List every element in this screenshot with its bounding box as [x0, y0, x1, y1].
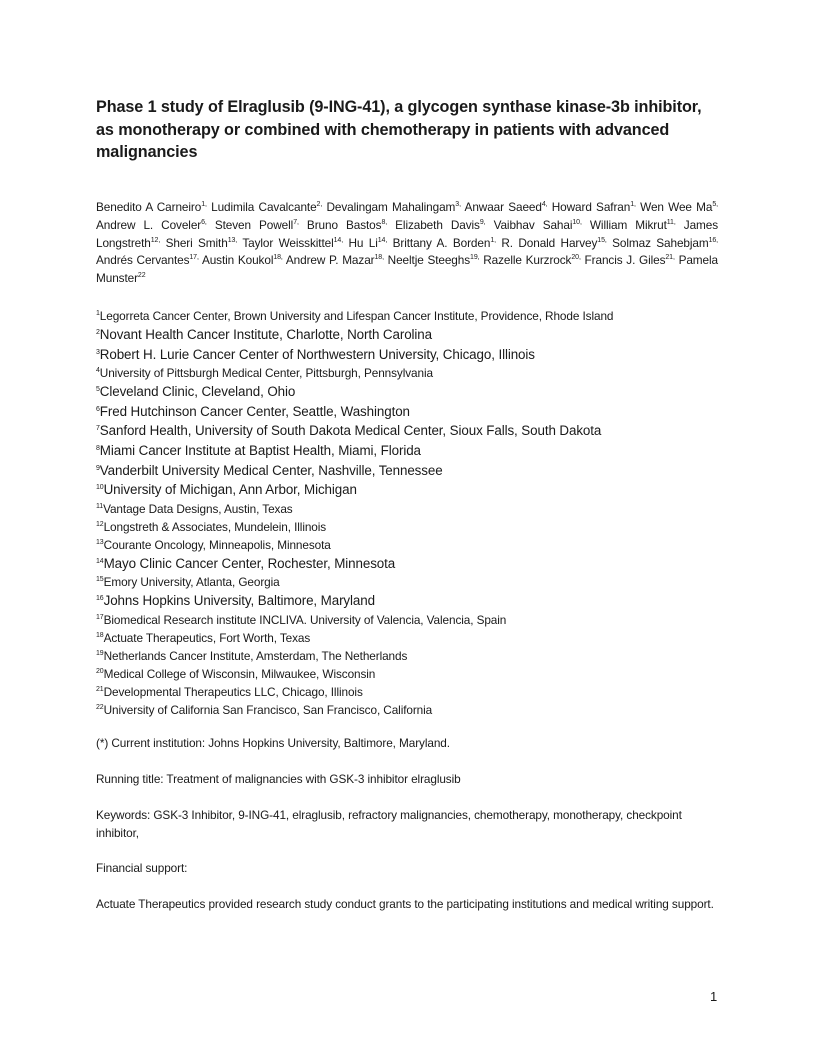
- author-affiliation-marker: 13,: [227, 236, 238, 244]
- affiliation-number: 10: [96, 484, 104, 492]
- author: [307, 218, 387, 232]
- affiliation-number: 21: [96, 685, 104, 693]
- author-affiliation-marker: 10,: [572, 218, 582, 226]
- affiliation-item: [96, 364, 720, 382]
- affiliation-item: [96, 591, 720, 611]
- author: [96, 200, 207, 214]
- author-name: Andrés Cervantes: [96, 253, 190, 268]
- affiliation-text: Sanford Health, University of South Dakota Medical Center, Sioux Falls, South Dakota: [99, 423, 602, 439]
- affiliation-item: [96, 461, 720, 481]
- affiliation-text: University of Pittsburgh Medical Center, Pittsburgh, Pennsylvania: [99, 366, 433, 381]
- affiliation-text: Robert H. Lurie Cancer Center of Northwestern University, Chicago, Illinois: [99, 346, 535, 362]
- financial-support-text: Actuate Therapeutics provided research study conduct grants to the participating institutions and medical writing support.: [96, 897, 714, 911]
- affiliation-number: 17: [96, 613, 104, 621]
- author-name: Taylor Weisskittel: [242, 235, 334, 250]
- affiliation-number: 18: [96, 631, 104, 639]
- author: [215, 218, 299, 232]
- author-affiliation-marker: 20,: [571, 254, 581, 262]
- affiliation-item: [96, 325, 720, 345]
- author: [494, 218, 582, 232]
- author-name: Hu Li: [348, 235, 378, 250]
- affiliation-item: [96, 480, 720, 500]
- affiliation-text: Cleveland Clinic, Cleveland, Ohio: [99, 384, 296, 400]
- affiliation-text: Legorreta Cancer Center, Brown University and Lifespan Cancer Institute, Providence, Rhode Island: [99, 309, 614, 323]
- author: [501, 236, 606, 250]
- author-affiliation-marker: 4,: [541, 201, 548, 208]
- author-name: Andrew L. Coveler: [96, 217, 202, 232]
- affiliation-number: 19: [96, 649, 104, 657]
- affiliation-text: Mayo Clinic Cancer Center, Rochester, Minnesota: [103, 555, 396, 571]
- author-name: Francis J. Giles: [584, 253, 666, 268]
- affiliation-text: Fred Hutchinson Cancer Center, Seattle, Washington: [99, 403, 410, 419]
- author-affiliation-marker: 1,: [630, 201, 636, 208]
- affiliation-item: [96, 683, 720, 701]
- affiliation-text: Vanderbilt University Medical Center, Nashville, Tennessee: [99, 462, 443, 478]
- author-name: Bruno Bastos: [306, 217, 382, 232]
- author-name: Razelle Kurzrock: [483, 253, 572, 268]
- author: [348, 236, 387, 250]
- author: [326, 200, 460, 214]
- affiliation-text: Emory University, Atlanta, Georgia: [103, 575, 280, 590]
- running-title: Running title: Treatment of malignancies with GSK-3 inhibitor elraglusib: [96, 772, 461, 786]
- affiliation-text: Miami Cancer Institute at Baptist Health, Miami, Florida: [99, 442, 421, 458]
- affiliation-number: 9: [96, 464, 100, 472]
- author: [202, 253, 283, 267]
- affiliation-text: University of California San Francisco, San Francisco, California: [103, 702, 433, 717]
- author: [242, 236, 343, 250]
- financial-support-heading: Financial support:: [96, 861, 188, 875]
- current-institution-note: (*) Current institution: Johns Hopkins University, Baltimore, Maryland.: [96, 736, 450, 750]
- affiliation-item: [96, 573, 720, 591]
- affiliation-item: [96, 518, 720, 536]
- author-name: Ludimila Cavalcante: [211, 200, 317, 214]
- author: [585, 253, 675, 267]
- affiliation-number: 15: [96, 576, 104, 584]
- affiliation-item: [96, 402, 720, 422]
- affiliation-number: 13: [96, 538, 104, 546]
- author-name: Pamela Munster: [96, 253, 718, 286]
- author: [395, 218, 485, 232]
- author-affiliation-marker: 17,: [189, 254, 199, 262]
- affiliation-text: Netherlands Cancer Institute, Amsterdam, The Netherlands: [103, 648, 408, 663]
- affiliation-text: Johns Hopkins University, Baltimore, Maryland: [103, 593, 375, 609]
- affiliation-number: 16: [96, 595, 104, 603]
- author-name: Sheri Smith: [165, 235, 228, 250]
- author-name: Solmaz Sahebjam: [612, 235, 709, 250]
- author-affiliation-marker: 14,: [333, 236, 344, 244]
- affiliation-item: [96, 554, 720, 574]
- author-name: Elizabeth Davis: [395, 217, 480, 232]
- author-affiliation-marker: 1,: [490, 236, 496, 244]
- author: [96, 253, 199, 267]
- paper-title: Phase 1 study of Elraglusib (9-ING-41), a glycogen synthase kinase-3b inhibitor, as monotherapy or combined with chemotherapy in patients with advanced malignancies: [96, 98, 702, 161]
- page-number: 1: [710, 989, 718, 1004]
- affiliation-text: Longstreth & Associates, Mundelein, Illinois: [103, 519, 327, 534]
- author-name: Devalingam Mahalingam: [326, 200, 456, 214]
- author-affiliation-marker: 1,: [201, 201, 207, 208]
- affiliation-item: [96, 382, 720, 402]
- author-name: Wen Wee Ma: [640, 200, 713, 214]
- affiliation-number: 22: [96, 703, 104, 711]
- author-name: Howard Safran: [551, 200, 631, 214]
- author-affiliation-marker: 5,: [712, 201, 718, 208]
- affiliation-number: 8: [96, 444, 100, 452]
- author: [286, 253, 384, 267]
- affiliation-list: [96, 307, 720, 719]
- affiliation-text: Vantage Data Designs, Austin, Texas: [103, 501, 293, 516]
- affiliation-number: 7: [96, 425, 100, 433]
- affiliation-text: Courante Oncology, Minneapolis, Minnesota: [103, 537, 331, 552]
- affiliation-item: [96, 665, 720, 683]
- author-name: James Longstreth: [96, 217, 719, 250]
- author-name: Anwaar Saeed: [464, 200, 542, 214]
- author-name: R. Donald Harvey: [501, 235, 598, 250]
- author-affiliation-marker: 6,: [201, 218, 207, 226]
- affiliation-number: 11: [96, 502, 104, 510]
- author-list: [96, 199, 718, 288]
- author-affiliation-marker: 7,: [293, 218, 299, 226]
- author-name: Andrew P. Mazar: [285, 253, 375, 268]
- author-affiliation-marker: 16,: [708, 236, 719, 244]
- author: [393, 236, 496, 250]
- author-name: Steven Powell: [214, 217, 294, 232]
- affiliation-number: 6: [96, 405, 100, 413]
- author-affiliation-marker: 8,: [381, 218, 388, 226]
- author: [640, 200, 718, 214]
- author-name: Brittany A. Borden: [392, 235, 491, 250]
- author-affiliation-marker: 15,: [597, 236, 607, 244]
- affiliation-text: Biomedical Research institute INCLIVA. University of Valencia, Valencia, Spain: [103, 612, 507, 627]
- author-affiliation-marker: 3,: [455, 201, 461, 208]
- affiliation-item: [96, 611, 720, 629]
- author-affiliation-marker: 9,: [479, 218, 486, 226]
- affiliation-number: 1: [96, 310, 100, 317]
- affiliation-number: 4: [96, 367, 100, 375]
- author-affiliation-marker: 21,: [665, 254, 675, 262]
- author-affiliation-marker: 19,: [470, 254, 480, 262]
- affiliation-item: [96, 441, 720, 461]
- author: [590, 218, 676, 232]
- author-name: Benedito A Carneiro: [96, 200, 202, 214]
- affiliation-number: 2: [96, 329, 100, 336]
- author-affiliation-marker: 11,: [666, 218, 676, 226]
- author-name: Vaibhav Sahai: [493, 217, 573, 232]
- affiliation-item: [96, 536, 720, 554]
- author: [552, 200, 636, 214]
- author-affiliation-marker: 14,: [377, 236, 388, 244]
- affiliation-item: [96, 629, 720, 647]
- author-affiliation-marker: 18,: [273, 254, 283, 262]
- affiliation-number: 12: [96, 520, 104, 528]
- author: [465, 200, 548, 214]
- author: [96, 218, 207, 232]
- affiliation-item: [96, 500, 720, 518]
- affiliation-text: Actuate Therapeutics, Fort Worth, Texas: [103, 630, 311, 645]
- affiliation-item: [96, 421, 720, 441]
- author: [211, 200, 322, 214]
- affiliation-item: [96, 345, 720, 365]
- author-name: Austin Koukol: [201, 253, 274, 268]
- affiliation-number: 20: [96, 667, 104, 675]
- affiliation-number: 14: [96, 557, 104, 565]
- affiliation-text: Developmental Therapeutics LLC, Chicago, Illinois: [103, 684, 363, 699]
- affiliation-text: Novant Health Cancer Institute, Charlotte, North Carolina: [99, 327, 433, 342]
- affiliation-text: University of Michigan, Ann Arbor, Michigan: [103, 482, 357, 498]
- affiliation-item: [96, 307, 720, 325]
- author-name: William Mikrut: [589, 217, 667, 232]
- affiliation-number: 3: [96, 348, 100, 356]
- affiliation-text: Medical College of Wisconsin, Milwaukee, Wisconsin: [103, 666, 376, 681]
- author: [483, 253, 581, 267]
- author-affiliation-marker: 18,: [374, 254, 384, 262]
- author-affiliation-marker: 22: [137, 272, 146, 280]
- author-affiliation-marker: 12,: [150, 236, 161, 244]
- affiliation-item: [96, 701, 720, 719]
- affiliation-number: 5: [96, 386, 100, 394]
- author-affiliation-marker: 2,: [316, 201, 323, 208]
- author: [388, 253, 480, 267]
- keywords: Keywords: GSK-3 Inhibitor, 9-ING-41, elraglusib, refractory malignancies, chemotherapy, monotherapy, checkpoint inhibitor,: [96, 808, 682, 840]
- author: [612, 236, 718, 250]
- author: [166, 236, 238, 250]
- author-name: Neeltje Steeghs: [387, 253, 471, 268]
- affiliation-item: [96, 647, 720, 665]
